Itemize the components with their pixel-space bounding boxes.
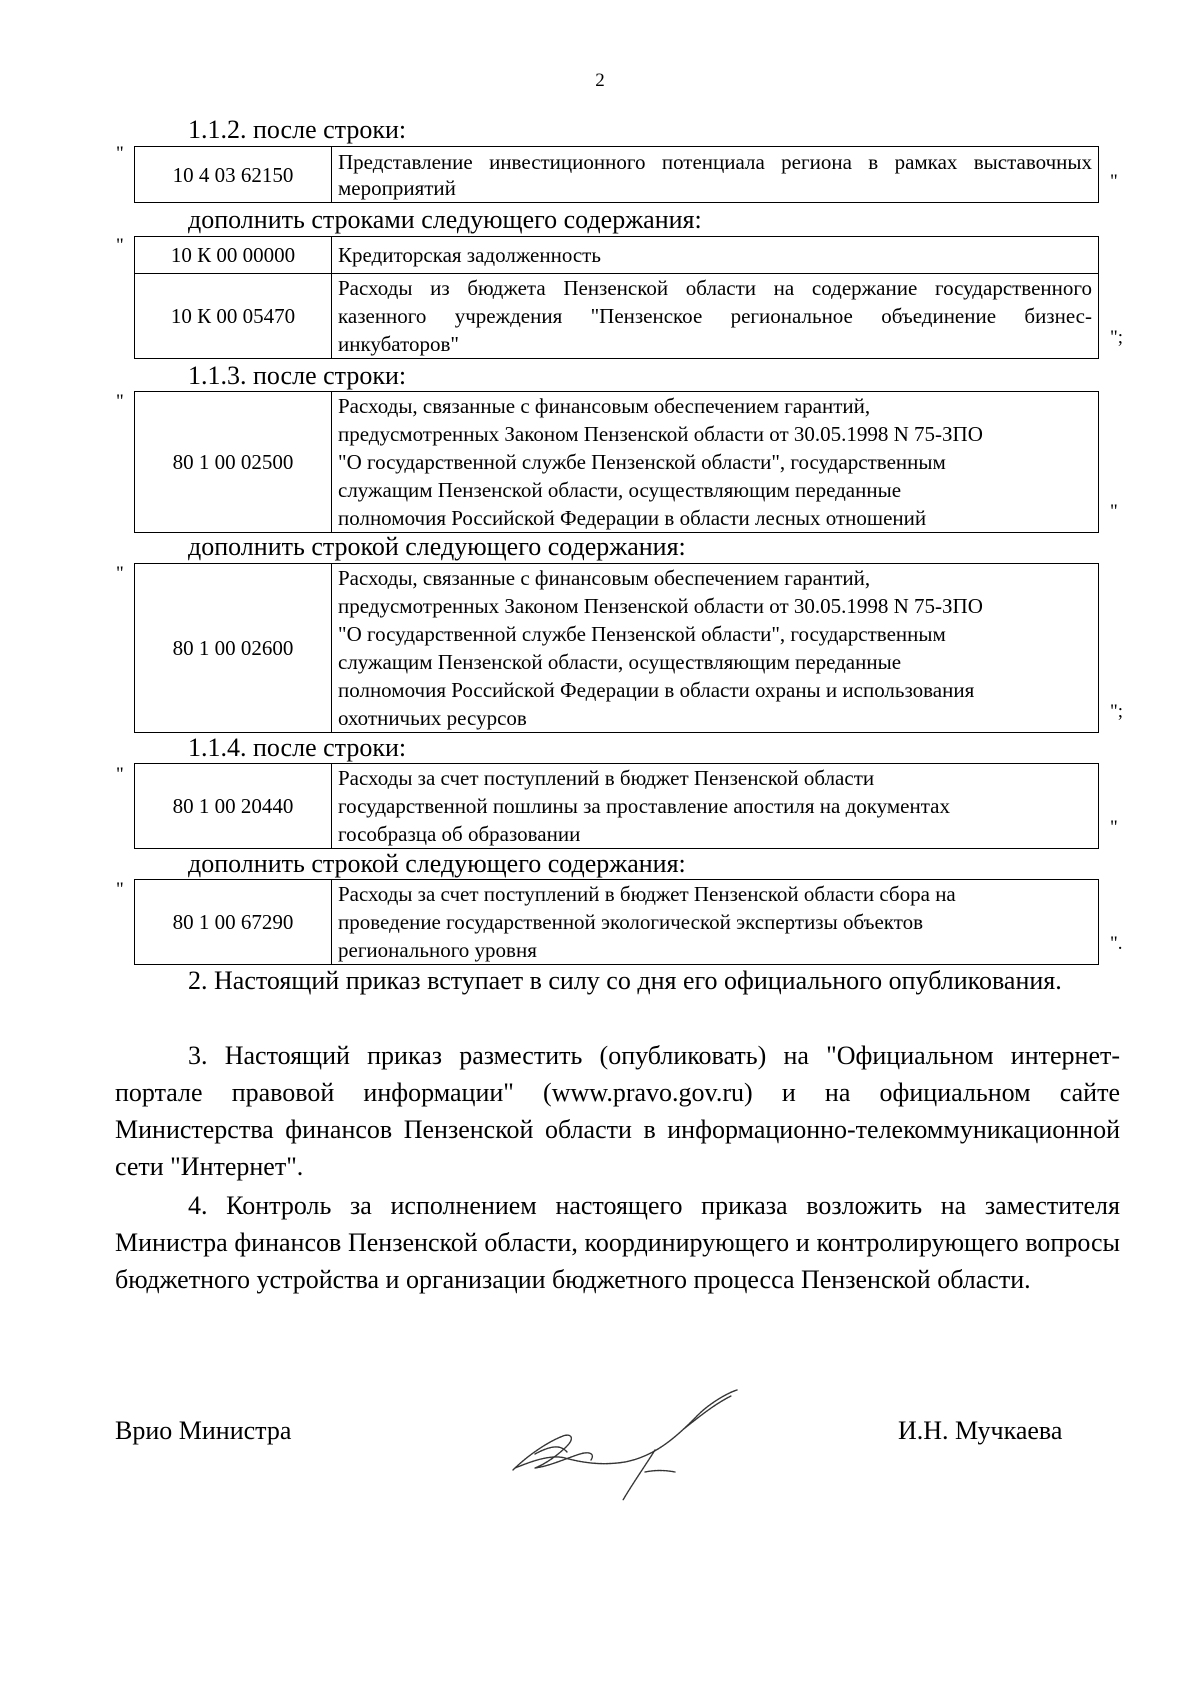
section-heading: 1.1.2. после строки:: [188, 115, 407, 144]
budget-table: [134, 879, 1099, 965]
budget-table: [134, 146, 1099, 203]
desc-line: полномочия Российской Федерации в области лесных отношений: [338, 506, 927, 530]
table-desc-cell: [332, 564, 1099, 733]
table-desc-cell: [332, 764, 1099, 849]
desc-line: "О государственной службе Пензенской области", государственным: [338, 622, 946, 646]
desc-line: регионального уровня: [338, 938, 537, 962]
section-heading: дополнить строкой следующего содержания:: [188, 532, 686, 561]
table-desc-cell: [332, 880, 1099, 965]
desc-line: гособразца об образовании: [338, 822, 581, 846]
close-quote: ": [1110, 171, 1118, 192]
paragraph-publication: 3. Настоящий приказ разместить (опубликовать) на "Официальном интернет-портале правовой информации" (www.pravo.gov.ru) и на официальном сайте Министерства финансов Пензенской области в информационно-телекоммуникационной сети "Интернет".: [115, 1041, 1120, 1181]
table-desc-cell: Кредиторская задолженность: [332, 237, 1099, 274]
table-row: [135, 147, 1099, 203]
desc-line: Расходы, связанные с финансовым обеспечением гарантий,: [338, 394, 871, 418]
table-row: [135, 392, 1099, 533]
budget-table: [134, 391, 1099, 533]
table-code-cell: 10 К 00 00000: [135, 237, 332, 274]
table-code-cell: 10 4 03 62150: [135, 147, 332, 203]
page-number: 2: [595, 70, 605, 91]
section-heading: 1.1.3. после строки:: [188, 361, 407, 390]
paragraph-control: 4. Контроль за исполнением настоящего приказа возложить на заместителя Министра финансов Пензенской области, координирующего и контролирующего вопросы бюджетного устройства и организации бюджетного процесса Пензенской области.: [115, 1191, 1120, 1294]
open-quote: ": [116, 391, 124, 412]
desc-line: предусмотренных Законом Пензенской области от 30.05.1998 N 75-ЗПО: [338, 422, 983, 446]
table-code-cell: 80 1 00 02600: [135, 564, 332, 733]
open-quote: ": [116, 563, 124, 584]
open-quote: ": [116, 879, 124, 900]
table-desc-cell: [332, 392, 1099, 533]
close-quote: ": [1110, 501, 1118, 522]
section-heading: дополнить строкой следующего содержания:: [188, 849, 686, 878]
table-code-cell: 10 К 00 05470: [135, 274, 332, 359]
budget-table: [134, 763, 1099, 849]
table-row: [135, 564, 1099, 733]
desc-line: охотничьих ресурсов: [338, 706, 527, 730]
open-quote: ": [116, 235, 124, 256]
desc-line: служащим Пензенской области, осуществляющим переданные: [338, 650, 902, 674]
desc-line: полномочия Российской Федерации в области охраны и использования: [338, 678, 975, 702]
open-quote: ": [116, 764, 124, 785]
table-row: [135, 274, 1099, 359]
table-code-cell: 80 1 00 20440: [135, 764, 332, 849]
desc-line: предусмотренных Законом Пензенской области от 30.05.1998 N 75-ЗПО: [338, 594, 983, 618]
desc-line: Расходы, связанные с финансовым обеспечением гарантий,: [338, 566, 871, 590]
table-code-cell: 80 1 00 67290: [135, 880, 332, 965]
row-description: Представление инвестиционного потенциала региона в рамках выставочных мероприятий: [338, 149, 1092, 200]
close-quote: ";: [1110, 327, 1124, 348]
paragraph-effective-date: 2. Настоящий приказ вступает в силу со дня его официального опубликования.: [188, 966, 1062, 995]
signatory-position: Врио Министра: [115, 1416, 292, 1445]
close-quote: ".: [1110, 933, 1123, 954]
budget-table: [134, 236, 1099, 359]
table-desc-cell: [332, 274, 1099, 359]
signatory-name: И.Н. Мучкаева: [898, 1416, 1063, 1445]
table-code-cell: 80 1 00 02500: [135, 392, 332, 533]
desc-line: служащим Пензенской области, осуществляющим переданные: [338, 478, 902, 502]
section-heading: 1.1.4. после строки:: [188, 733, 407, 762]
desc-line: проведение государственной экологической экспертизы объектов: [338, 910, 924, 934]
desc-line: государственной пошлины за проставление апостиля на документах: [338, 794, 950, 818]
close-quote: ";: [1110, 701, 1124, 722]
table-row: [135, 880, 1099, 965]
section-heading: дополнить строками следующего содержания:: [188, 205, 702, 234]
desc-line: "О государственной службе Пензенской области", государственным: [338, 450, 946, 474]
handwritten-signature: [505, 1388, 745, 1503]
desc-line: Расходы за счет поступлений в бюджет Пензенской области сбора на: [338, 882, 956, 906]
open-quote: ": [116, 143, 124, 164]
close-quote: ": [1110, 817, 1118, 838]
table-desc-cell: [332, 147, 1099, 203]
table-row: [135, 764, 1099, 849]
table-row: [135, 237, 1099, 274]
desc-line: Расходы за счет поступлений в бюджет Пензенской области: [338, 766, 875, 790]
budget-table: [134, 563, 1099, 733]
row-description: Расходы из бюджета Пензенской области на содержание государственного казенного учреждения "Пензенское региональное объединение бизнес-инкубаторов": [338, 276, 1092, 356]
